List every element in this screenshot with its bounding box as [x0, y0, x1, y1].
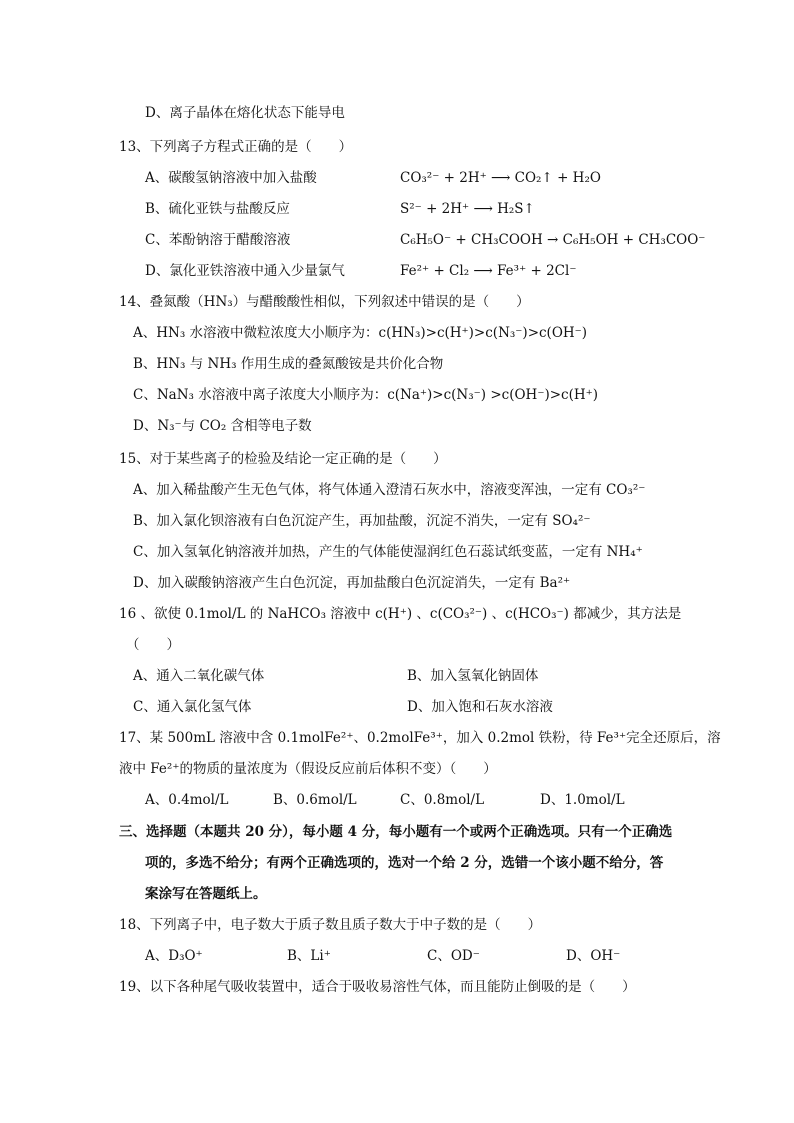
text-line: 17、某 500mL 溶液中含 0.1molFe²⁺、0.2molFe³⁺，加入 0.2mol 铁粉，待 Fe³⁺完全还原后，溶	[119, 730, 721, 746]
text-line: 15、对于某些离子的检验及结论一定正确的是（ ）	[119, 451, 447, 467]
text-line: 18、下列离子中，电子数大于质子数且质子数大于中子数的是（ ）	[119, 917, 542, 933]
text-line: B、Li⁺	[287, 948, 331, 964]
equation-text: C₆H₅O⁻ + CH₃COOH → C₆H₅OH + CH₃COO⁻	[400, 232, 706, 248]
text-line: C、OD⁻	[427, 948, 480, 964]
text-line: B、硫化亚铁与盐酸反应	[145, 201, 290, 217]
text-line: D、N₃⁻与 CO₂ 含相等电子数	[133, 418, 312, 434]
text-line: D、1.0mol/L	[540, 792, 625, 808]
text-line: 项的，多选不给分；有两个正确选项的，选对一个给 2 分，选错一个该小题不给分，答	[145, 855, 664, 871]
equation-text: CO₃²⁻ + 2H⁺ ⟶ CO₂↑ + H₂O	[400, 170, 601, 186]
text-line: C、0.8mol/L	[400, 792, 485, 808]
text-line: A、碳酸氢钠溶液中加入盐酸	[145, 170, 317, 186]
equation-text: S²⁻ + 2H⁺ ⟶ H₂S↑	[400, 201, 535, 217]
text-line: C、NaN₃ 水溶液中离子浓度大小顺序为：c(Na⁺)>c(N₃⁻) >c(OH⁻)>c(H⁺)	[133, 387, 599, 403]
text-line: D、离子晶体在熔化状态下能导电	[145, 105, 345, 121]
text-line: 三、选择题（本题共 20 分），每小题 4 分，每小题有一个或两个正确选项。只有一个正确选	[119, 824, 673, 840]
text-line: B、加入氢氧化钠固体	[407, 668, 539, 684]
text-line: B、0.6mol/L	[273, 792, 357, 808]
equation-text: Fe²⁺ + Cl₂ ⟶ Fe³⁺ + 2Cl⁻	[400, 263, 577, 279]
text-line: C、苯酚钠溶于醋酸溶液	[145, 232, 291, 248]
text-line: 14、叠氮酸（HN₃）与醋酸酸性相似，下列叙述中错误的是（ ）	[119, 294, 530, 310]
text-line: 13、下列离子方程式正确的是（ ）	[119, 139, 353, 155]
text-line: 案涂写在答题纸上。	[145, 886, 267, 902]
text-line: B、加入氯化钡溶液有白色沉淀产生，再加盐酸，沉淀不消失，一定有 SO₄²⁻	[133, 513, 591, 529]
text-line: 液中 Fe²⁺的物质的量浓度为（假设反应前后体积不变）（ ）	[119, 761, 497, 777]
text-line: D、加入碳酸钠溶液产生白色沉淀，再加盐酸白色沉淀消失，一定有 Ba²⁺	[133, 575, 571, 591]
text-line: D、氯化亚铁溶液中通入少量氯气	[145, 263, 345, 279]
text-line: A、加入稀盐酸产生无色气体，将气体通入澄清石灰水中，溶液变浑浊，一定有 CO₃²⁻	[133, 482, 646, 498]
text-line: D、OH⁻	[566, 948, 621, 964]
text-line: A、0.4mol/L	[145, 792, 229, 808]
text-line: B、HN₃ 与 NH₃ 作用生成的叠氮酸铵是共价化合物	[133, 356, 444, 372]
text-line: C、加入氢氧化钠溶液并加热，产生的气体能使湿润红色石蕊试纸变蓝，一定有 NH₄⁺	[133, 544, 643, 560]
text-line: 19、以下各种尾气吸收装置中，适合于吸收易溶性气体，而且能防止倒吸的是（ ）	[119, 979, 636, 995]
text-line: D、加入饱和石灰水溶液	[407, 699, 553, 715]
text-line: C、通入氯化氢气体	[133, 699, 252, 715]
text-line: （ ）	[126, 637, 180, 653]
text-line: A、通入二氧化碳气体	[133, 668, 265, 684]
text-line: A、D₃O⁺	[145, 948, 203, 964]
text-line: A、HN₃ 水溶液中微粒浓度大小顺序为：c(HN₃)>c(H⁺)>c(N₃⁻)>c(OH⁻)	[133, 325, 588, 341]
text-line: 16 、欲使 0.1mol/L 的 NaHCO₃ 溶液中 c(H⁺) 、c(CO₃²⁻) 、c(HCO₃⁻) 都减少，其方法是	[119, 606, 682, 622]
